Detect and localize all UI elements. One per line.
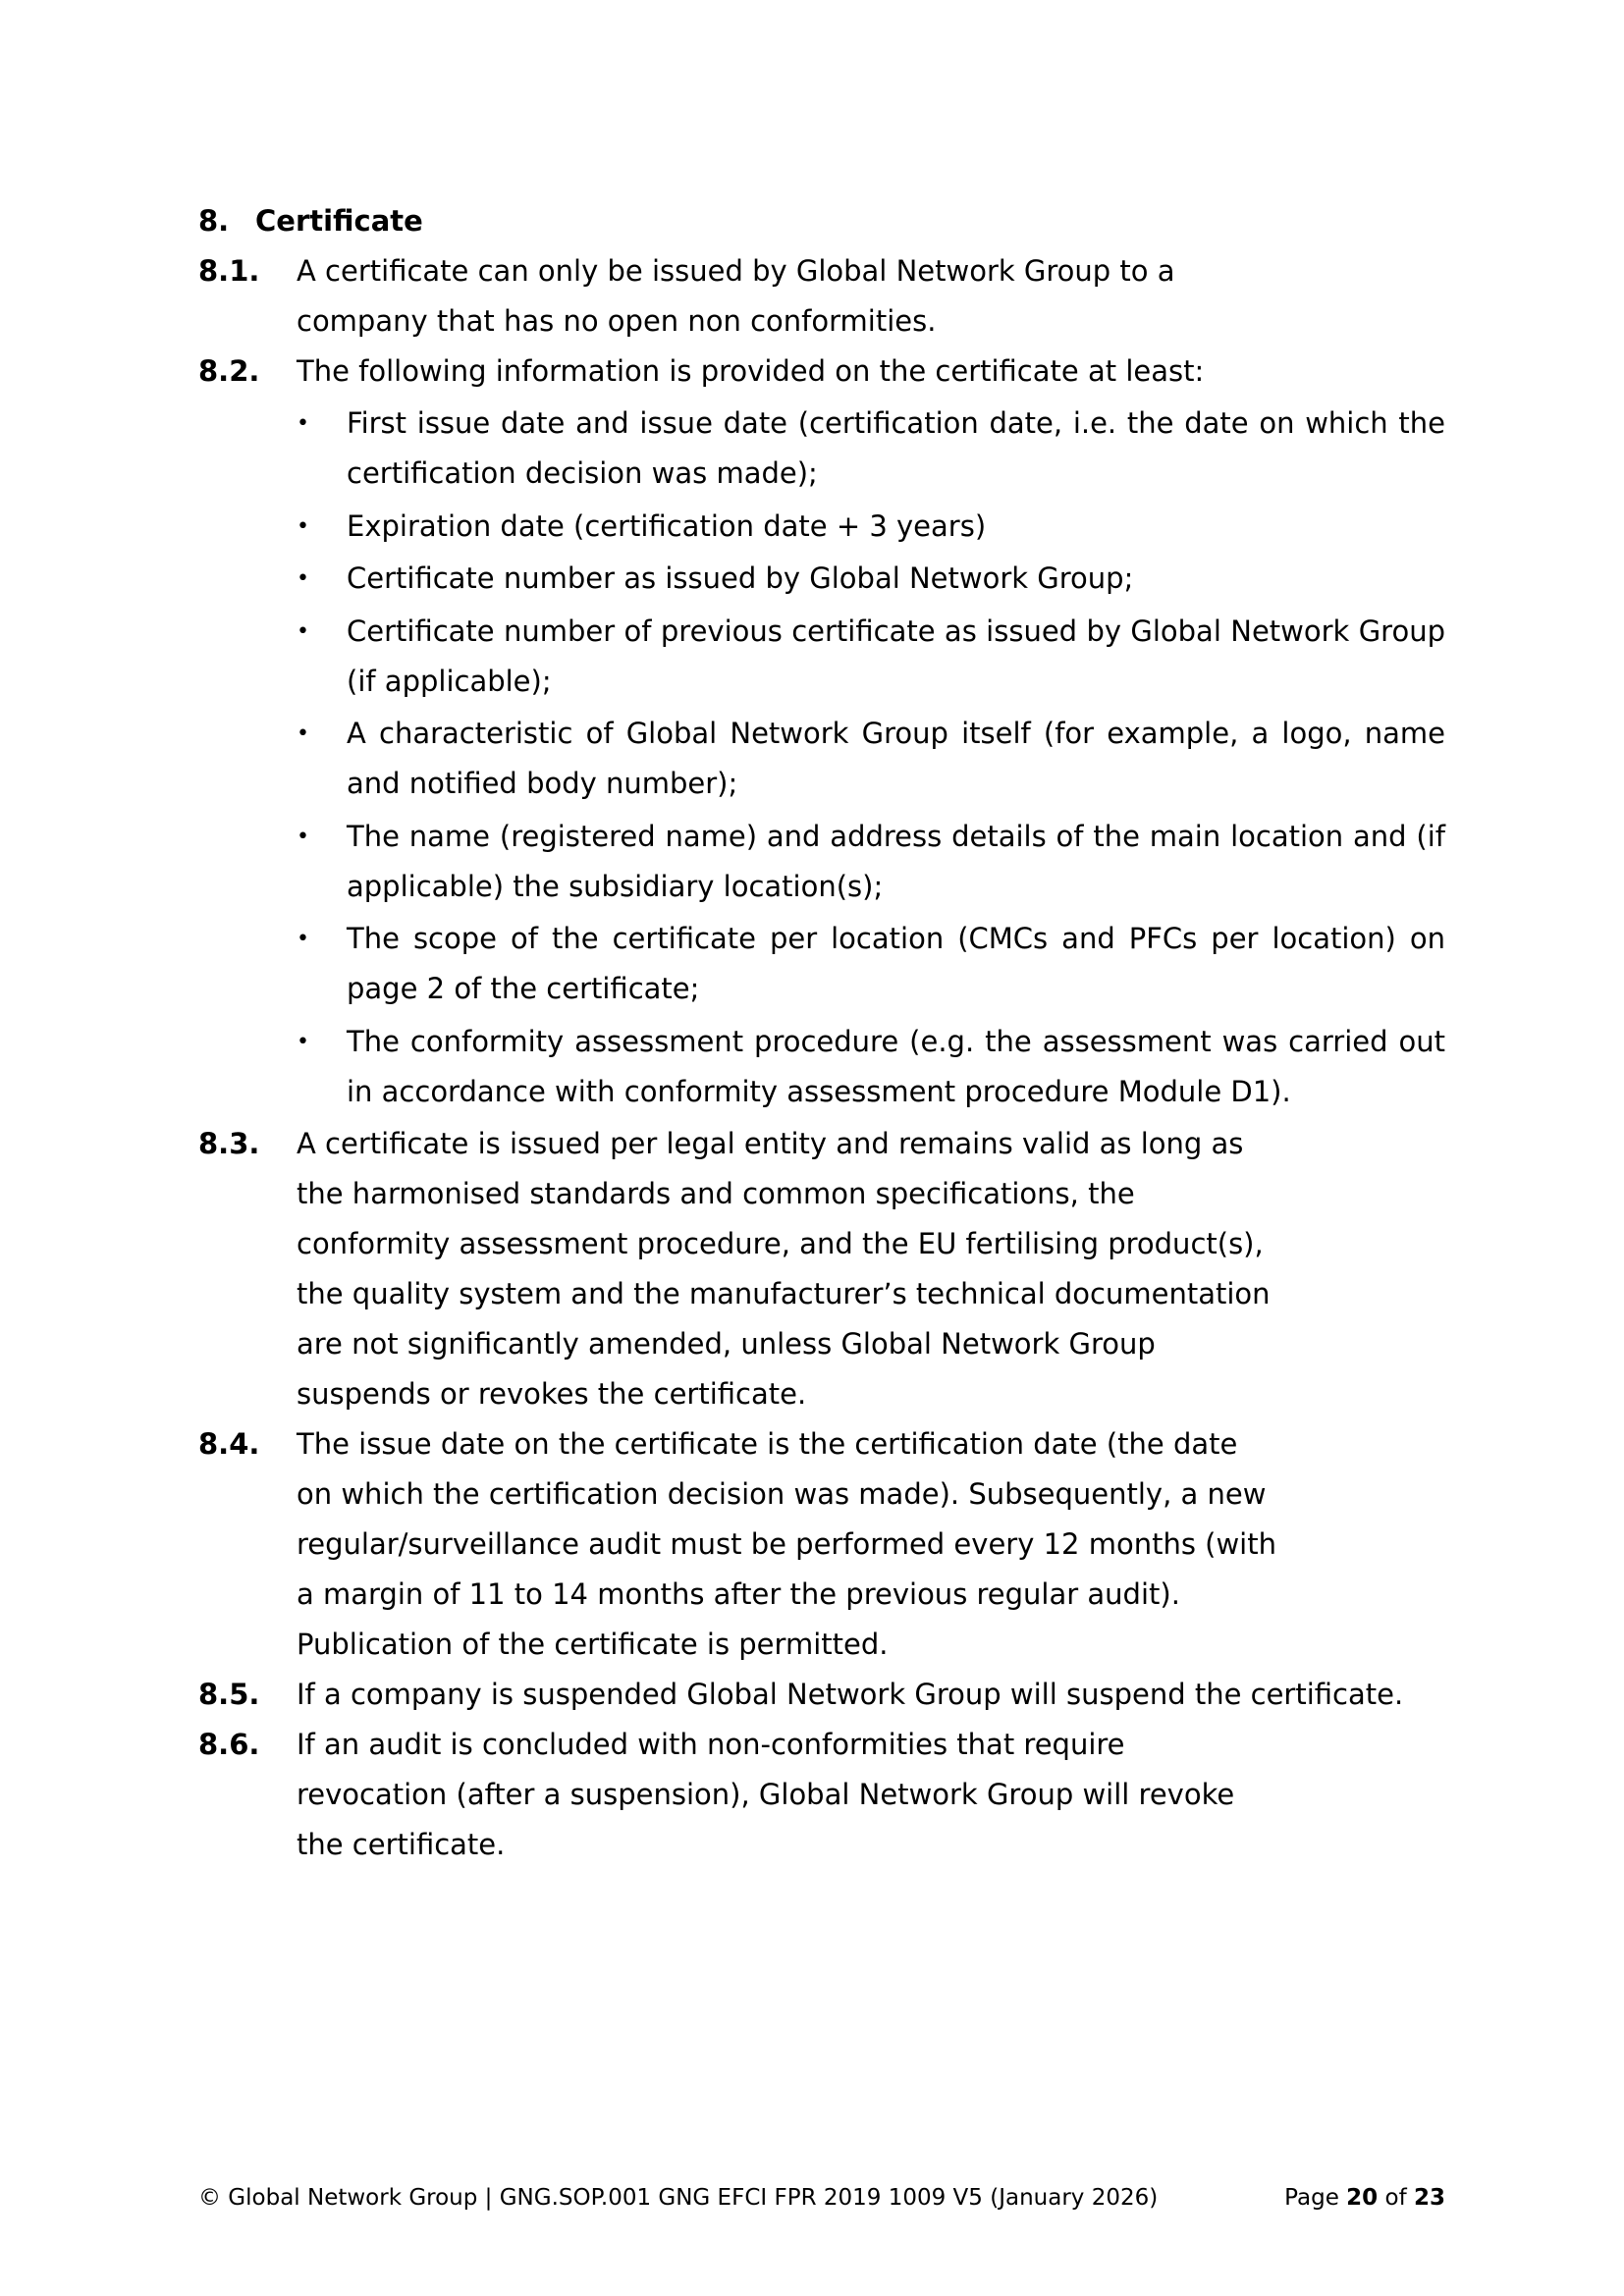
clause-8-6	[198, 1720, 1445, 1870]
clause-8-3	[198, 1119, 1445, 1419]
current-page: 20	[1346, 2185, 1379, 2211]
footer-copyright: © Global Network Group | GNG.SOP.001 GNG EFCI FPR 2019 1009 V5 (January 2026)	[198, 2185, 1159, 2211]
bullet-icon: •	[297, 1029, 309, 1054]
total-pages: 23	[1413, 2185, 1445, 2211]
clause-8-5	[198, 1670, 1445, 1720]
clause-text: If an audit is concluded with non-conformities that require revocation (after a suspension), Global Network Group will revoke the certificate.	[297, 1728, 1235, 1861]
list-item: • Certificate number as issued by Global Network Group;	[297, 554, 1445, 604]
clause-number: 8.4.	[198, 1427, 260, 1461]
bullet-icon: •	[297, 566, 309, 591]
list-item: • First issue date and issue date (certification date, i.e. the date on which the certification decision was made);	[297, 399, 1445, 499]
clause-number: 8.3.	[198, 1127, 260, 1160]
clause-8-4	[198, 1419, 1445, 1670]
clause-8-2	[198, 347, 1445, 397]
list-item: • The scope of the certificate per location (CMCs and PFCs per location) on page 2 of the certificate;	[297, 914, 1445, 1014]
clause-text: The issue date on the certificate is the certification date (the date on which the certification decision was made). Subsequently, a new regular/surveillance audit must be performed every 12 months (with a margin of 11 to 14 months after the previous regular audit). Publication of the certificate is permitted.	[297, 1427, 1276, 1661]
bullet-icon: •	[297, 824, 309, 849]
page-number: Page 20 of 23	[1284, 2185, 1445, 2211]
section-heading	[198, 196, 1445, 246]
bullet-icon: •	[297, 927, 309, 951]
page-footer	[198, 2185, 1445, 2211]
section-title: Certificate	[255, 204, 423, 238]
bullet-icon: •	[297, 513, 309, 539]
clause-text: If a company is suspended Global Network Group will suspend the certificate.	[297, 1678, 1404, 1711]
clause-number: 8.1.	[198, 254, 260, 288]
clause-number: 8.6.	[198, 1728, 260, 1761]
list-item: • Certificate number of previous certificate as issued by Global Network Group (if applicable);	[297, 607, 1445, 707]
list-item: • A characteristic of Global Network Group itself (for example, a logo, name and notified body number);	[297, 709, 1445, 809]
clause-8-1	[198, 246, 1445, 347]
clause-number: 8.5.	[198, 1678, 260, 1711]
clause-text: The following information is provided on the certificate at least:	[297, 354, 1205, 388]
section-content	[198, 196, 1445, 1870]
list-item: • Expiration date (certification date + 3 years)	[297, 502, 1445, 552]
list-item: • The conformity assessment procedure (e.g. the assessment was carried out in accordance with conformity assessment procedure Module D1).	[297, 1017, 1445, 1117]
clause-text: A certificate is issued per legal entity and remains valid as long as the harmonised standards and common specifications, the conformity assessment procedure, and the EU fertilising product(s), the quality system and the manufacturer’s technical documentation are not significantly amended, unless Global Network Group suspends or revokes the certificate.	[297, 1127, 1271, 1411]
bullet-icon: •	[297, 411, 309, 436]
certificate-info-list	[297, 399, 1445, 1117]
list-item: • The name (registered name) and address details of the main location and (if applicable) the subsidiary location(s);	[297, 812, 1445, 912]
section-number: 8.	[198, 204, 230, 238]
bullet-icon: •	[297, 721, 309, 746]
clause-text: A certificate can only be issued by Global Network Group to a company that has no open non conformities.	[297, 254, 1175, 338]
clause-number: 8.2.	[198, 354, 260, 388]
bullet-icon: •	[297, 618, 309, 644]
